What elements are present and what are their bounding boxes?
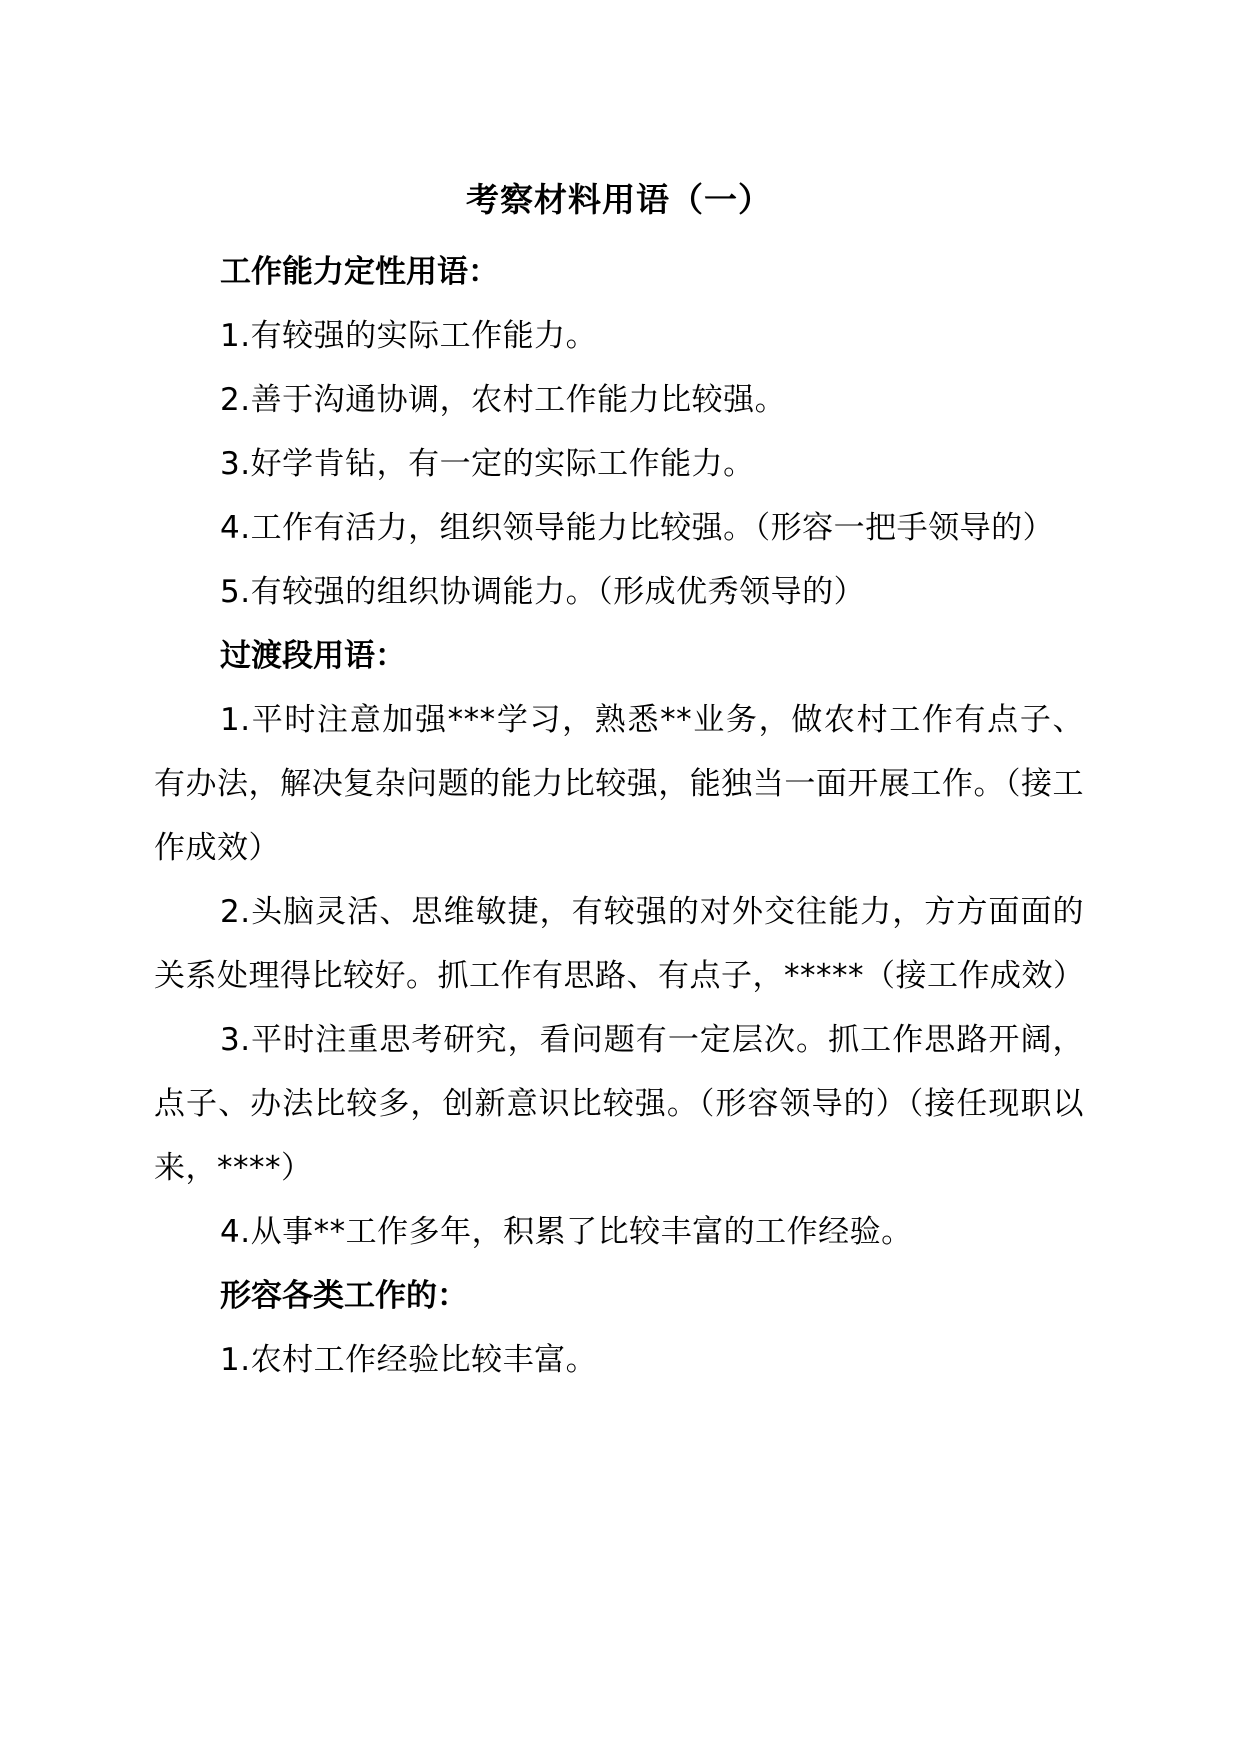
list-item: 1.平时注意加强***学习，熟悉**业务，做农村工作有点子、有办法，解决复杂问题的能力比较强，能独当一面开展工作。（接工作成效） bbox=[154, 702, 1084, 866]
section-work-types bbox=[154, 1264, 1084, 1392]
list-item: 2.头脑灵活、思维敏捷，有较强的对外交往能力，方方面面的关系处理得比较好。抓工作有思路、有点子，*****（接工作成效） bbox=[154, 894, 1085, 994]
section-heading: 形容各类工作的： bbox=[220, 1278, 468, 1314]
list-item: 4.工作有活力，组织领导能力比较强。（形容一把手领导的） bbox=[220, 510, 1055, 546]
section-work-ability bbox=[154, 240, 1084, 624]
list-item: 4.从事**工作多年，积累了比较丰富的工作经验。 bbox=[220, 1214, 913, 1250]
section-heading: 过渡段用语： bbox=[220, 638, 406, 674]
list-item: 1.有较强的实际工作能力。 bbox=[220, 318, 598, 354]
list-item: 1.农村工作经验比较丰富。 bbox=[220, 1342, 598, 1378]
list-item: 2.善于沟通协调，农村工作能力比较强。 bbox=[220, 382, 787, 418]
section-transition bbox=[154, 624, 1084, 1264]
section-heading: 工作能力定性用语： bbox=[220, 254, 499, 290]
list-item: 3.好学肯钻，有一定的实际工作能力。 bbox=[220, 446, 755, 482]
document-page bbox=[154, 178, 1084, 1392]
document-title: 考察材料用语（一） bbox=[466, 180, 772, 219]
list-item: 3.平时注重思考研究，看问题有一定层次。抓工作思路开阔，点子、办法比较多，创新意识比较强。（形容领导的）（接任现职以来，****） bbox=[154, 1022, 1084, 1186]
list-item: 5.有较强的组织协调能力。（形成优秀领导的） bbox=[220, 574, 866, 610]
